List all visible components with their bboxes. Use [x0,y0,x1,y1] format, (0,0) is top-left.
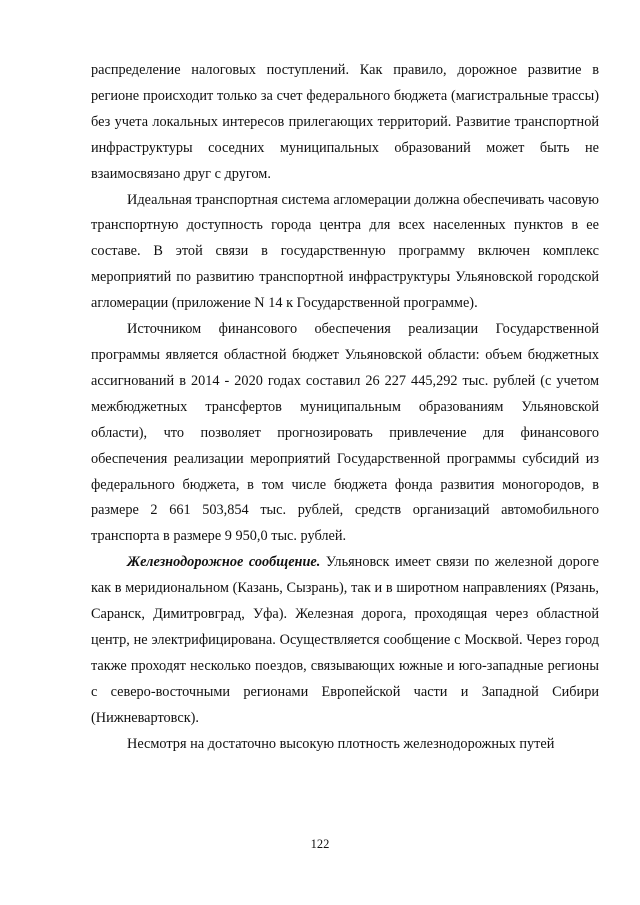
paragraph-tax-distribution [91,58,599,188]
paragraph-text: Идеальная транспортная система агломерации должна обеспечивать часовую транспортную доступность города центра для всех населенных пунктов в ее составе. В этой связи в государственную программу включен комплекс мероприятий по развитию транспортной инфраструктуры Ульяновской городской агломерации (приложение N 14 к Государственной программе). [91,191,599,312]
paragraph-railway [91,550,599,731]
paragraph-text: Несмотря на достаточно высокую плотность железнодорожных путей [127,735,555,752]
paragraph-agglomeration-transport [91,188,599,318]
paragraph-text: Источником финансового обеспечения реализации Государственной программы является областной бюджет Ульяновской области: объем бюджетных ассигнований в 2014 - 2020 годах составил 26 227 445,292 тыс. рублей (с учетом межбюджетных трансфертов муниципальным образованиям Ульяновской области), что позволяет прогнозировать привлечение для финансового обеспечения реализации мероприятий Государственной программы субсидий из федерального бюджета, в том числе бюджета фонда развития моногородов, в размере 2 661 503,854 тыс. рублей, средств организаций автомобильного транспорта в размере 9 950,0 тыс. рублей. [91,321,599,545]
page-number: 122 [310,837,330,851]
paragraph-text: распределение налоговых поступлений. Как правило, дорожное развитие в регионе происходит только за счет федерального бюджета (магистральные трассы) без учета локальных интересов прилегающих территорий. Развитие транспортной инфраструктуры соседних муниципальных образований может быть не взаимосвязано друг с другом. [91,62,599,182]
paragraph-rail-density [91,732,599,758]
section-lead-railway: Железнодорожное сообщение. [127,554,321,571]
paragraph-financing [91,317,599,550]
paragraph-text: Ульяновск имеет связи по железной дороге как в меридиональном (Казань, Сызрань), так и в широтном направлениях (Рязань, Саранск, Димитровград, Уфа). Железная дорога, проходящая через областной центр, не электрифицирована. Осуществляется сообщение с Москвой. Через город также проходят несколько поездов, связывающих южные и юго-западные регионы с северо-восточными регионами Европейской части и Западной Сибири (Нижневартовск). [91,554,599,726]
